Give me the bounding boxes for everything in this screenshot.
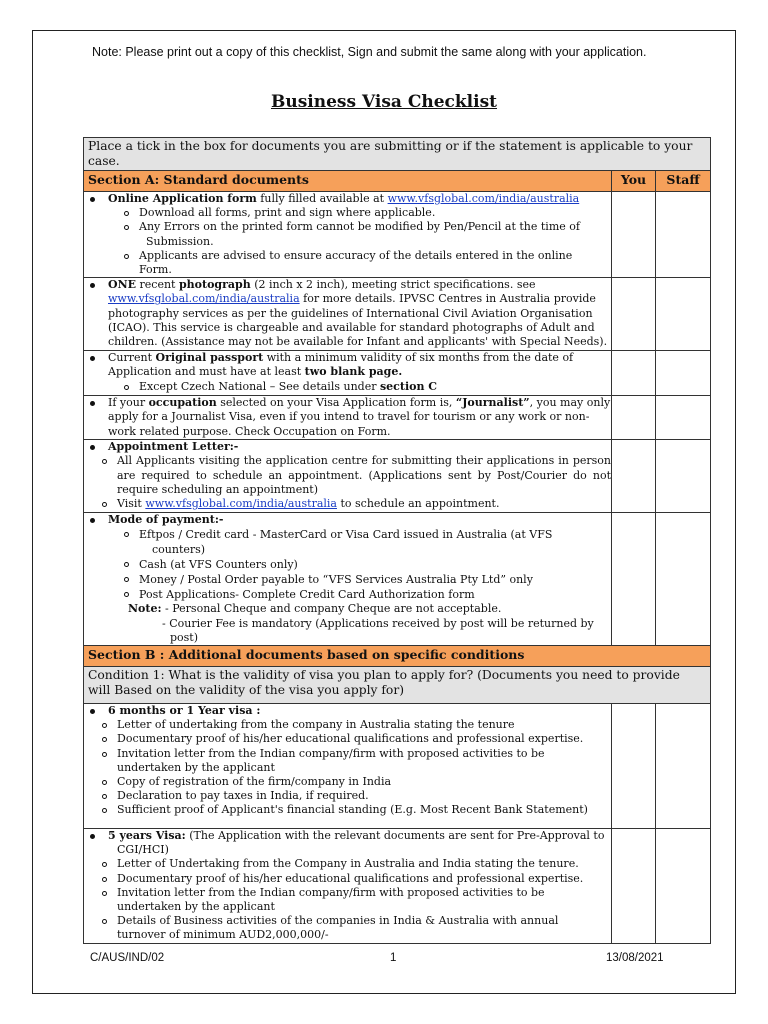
sub-item: Documentary proof of his/her educational qualifications and professional expertise. (84, 732, 611, 746)
bullet-five-year-visa: 5 years Visa: (The Application with the relevant documents are sent for Pre-Approval to (84, 829, 611, 843)
sub-item: Cash (at VFS Counters only) (84, 557, 611, 572)
checklist-row-online-form: Online Application form fully filled available at www.vfsglobal.com/india/australia Download all forms, print and sign where applicable. Any Errors on the printed form cannot be modified by Pen/Pencil at the time of Submission. Applicants are advised to ensure accuracy of the details entered in the online Form. (84, 192, 711, 278)
sub-item: Download all forms, print and sign where applicable. (84, 206, 611, 220)
you-checkbox[interactable] (612, 829, 656, 944)
condition-1-row (84, 667, 711, 704)
section-a-title: Section A: Standard documents (84, 171, 612, 192)
you-checkbox[interactable] (612, 440, 656, 513)
staff-checkbox[interactable] (656, 192, 711, 278)
you-checkbox[interactable] (612, 513, 656, 646)
sub-item: Declaration to pay taxes in India, if required. (84, 789, 611, 803)
section-a-header (84, 171, 711, 192)
bullet-occupation: If your occupation selected on your Visa Application form is, “Journalist”, you may only (84, 396, 611, 410)
page-title: Business Visa Checklist (270, 92, 498, 112)
instruction-row (84, 138, 711, 171)
checklist-row-five-year-visa: 5 years Visa: (The Application with the relevant documents are sent for Pre-Approval to CGI/HCI) Letter of Undertaking from the Company in Australia and India stating the tenure. Documentary proof of his/her educational qualifications and professional expertise. Invitation letter from the Indian company/firm with proposed activities to be undertaken by the applicant Details of Business activities of the companies in India & Australia with annual turnover of minimum AUD2,000,000/- (84, 829, 711, 944)
col-you-header: You (612, 171, 656, 192)
sub-item: Letter of Undertaking from the Company in Australia and India stating the tenure. (84, 857, 611, 871)
instruction-text: Place a tick in the box for documents you are submitting or if the statement is applicable to your case. (84, 138, 711, 171)
bullet-online-form: Online Application form fully filled available at www.vfsglobal.com/india/australia (84, 192, 611, 206)
staff-checkbox[interactable] (656, 351, 711, 396)
sub-item: Post Applications- Complete Credit Card Authorization form (84, 587, 611, 602)
staff-checkbox[interactable] (656, 278, 711, 351)
sub-item: All Applicants visiting the application centre for submitting their applications in person are required to schedule an appointment. (Applications sent by Post/Courier do not require scheduling an appointment) (84, 454, 611, 497)
footer-page-number: 1 (390, 952, 397, 964)
staff-checkbox[interactable] (656, 513, 711, 646)
sub-item: Letter of undertaking from the company in Australia stating the tenure (84, 718, 611, 732)
you-checkbox[interactable] (612, 351, 656, 396)
checklist-row-payment: Mode of payment:- Eftpos / Credit card - MasterCard or Visa Card issued in Australia (at VFS counters) Cash (at VFS Counters only) Money / Postal Order payable to “VFS Services Australia Pty Ltd” only Post Applications- Complete Credit Card Authorization form Note: - Personal Cheque and company Cheque are not acceptable. - Courier Fee is mandatory (Applications received by post will be returned by post) (84, 513, 711, 646)
sub-item: Eftpos / Credit card - MasterCard or Visa Card issued in Australia (at VFS (84, 527, 611, 542)
sub-item: Applicants are advised to ensure accuracy of the details entered in the online Form. (84, 249, 611, 277)
sub-item: Invitation letter from the Indian company/firm with proposed activities to be (84, 747, 611, 761)
col-staff-header: Staff (656, 171, 711, 192)
staff-checkbox[interactable] (656, 440, 711, 513)
bullet-photo: ONE recent photograph (2 inch x 2 inch), meeting strict specifications. see (84, 278, 611, 292)
checklist-row-appointment (84, 440, 711, 513)
vfs-link[interactable]: www.vfsglobal.com/india/australia (387, 192, 580, 205)
bullet-passport: Current Original passport with a minimum validity of six months from the date of (84, 351, 611, 365)
staff-checkbox[interactable] (656, 396, 711, 440)
you-checkbox[interactable] (612, 192, 656, 278)
footer-date: 13/08/2021 (606, 952, 664, 964)
section-b-header (84, 646, 711, 667)
sub-item: Invitation letter from the Indian company/firm with proposed activities to be (84, 886, 611, 900)
sub-item: Copy of registration of the firm/company in India (84, 775, 611, 789)
footer-doc-code: C/AUS/IND/02 (90, 952, 165, 964)
bullet-six-month-visa: 6 months or 1 Year visa : (84, 704, 611, 718)
you-checkbox[interactable] (612, 278, 656, 351)
checklist-row-six-month-visa: 6 months or 1 Year visa : Letter of undertaking from the company in Australia stating the tenure Documentary proof of his/her educational qualifications and professional expertise. Invitation letter from the Indian company/firm with proposed activities to be undertaken by the applicant Copy of registration of the firm/company in India Declaration to pay taxes in India, if required. Sufficient proof of Applicant's financial standing (E.g. Most Recent Bank Statement) (84, 704, 711, 829)
sub-item: Except Czech National – See details under section C (84, 380, 611, 394)
checklist-row-occupation: If your occupation selected on your Visa Application form is, “Journalist”, you may only apply for a Journalist Visa, even if you intend to travel for tourism or any work or non- work related purpose. Check Occupation on Form. (84, 396, 711, 440)
you-checkbox[interactable] (612, 396, 656, 440)
staff-checkbox[interactable] (656, 829, 711, 944)
sub-item: Details of Business activities of the companies in India & Australia with annual (84, 914, 611, 928)
sub-item: Money / Postal Order payable to “VFS Services Australia Pty Ltd” only (84, 572, 611, 587)
condition-1-text: Condition 1: What is the validity of visa you plan to apply for? (Documents you need to provide will Based on the validity of the visa you apply for) (84, 667, 711, 704)
bullet-payment: Mode of payment:- (84, 513, 611, 527)
you-checkbox[interactable] (612, 704, 656, 829)
checklist-table (83, 137, 711, 944)
checklist-row-photo: ONE recent photograph (2 inch x 2 inch), meeting strict specifications. see www.vfsglobal.com/india/australia for more details. IPVSC Centres in Australia provide photography services as per the guidelines of International Civil Aviation Organisation (ICAO). This service is chargeable and available for standard photographs of Adult and children. (Assistance may not be available for Infant and applicants' with Special Needs). (84, 278, 711, 351)
vfs-link[interactable]: www.vfsglobal.com/india/australia (145, 497, 337, 511)
sub-item: Sufficient proof of Applicant's financial standing (E.g. Most Recent Bank Statement) (84, 803, 611, 817)
staff-checkbox[interactable] (656, 704, 711, 829)
checklist-row-passport: Current Original passport with a minimum validity of six months from the date of Application and must have at least two blank page. Except Czech National – See details under section C (84, 351, 711, 396)
section-b-title: Section B : Additional documents based on specific conditions (84, 646, 711, 667)
vfs-link[interactable]: www.vfsglobal.com/india/australia (108, 292, 300, 306)
sub-item: Documentary proof of his/her educational qualifications and professional expertise. (84, 872, 611, 886)
sub-item: Any Errors on the printed form cannot be modified by Pen/Pencil at the time of (84, 220, 611, 234)
print-note: Note: Please print out a copy of this checklist, Sign and submit the same along with your application. (92, 45, 647, 59)
sub-item: Visit www.vfsglobal.com/india/australia to schedule an appointment. (84, 497, 611, 511)
bullet-appointment: Appointment Letter:- (84, 440, 611, 454)
